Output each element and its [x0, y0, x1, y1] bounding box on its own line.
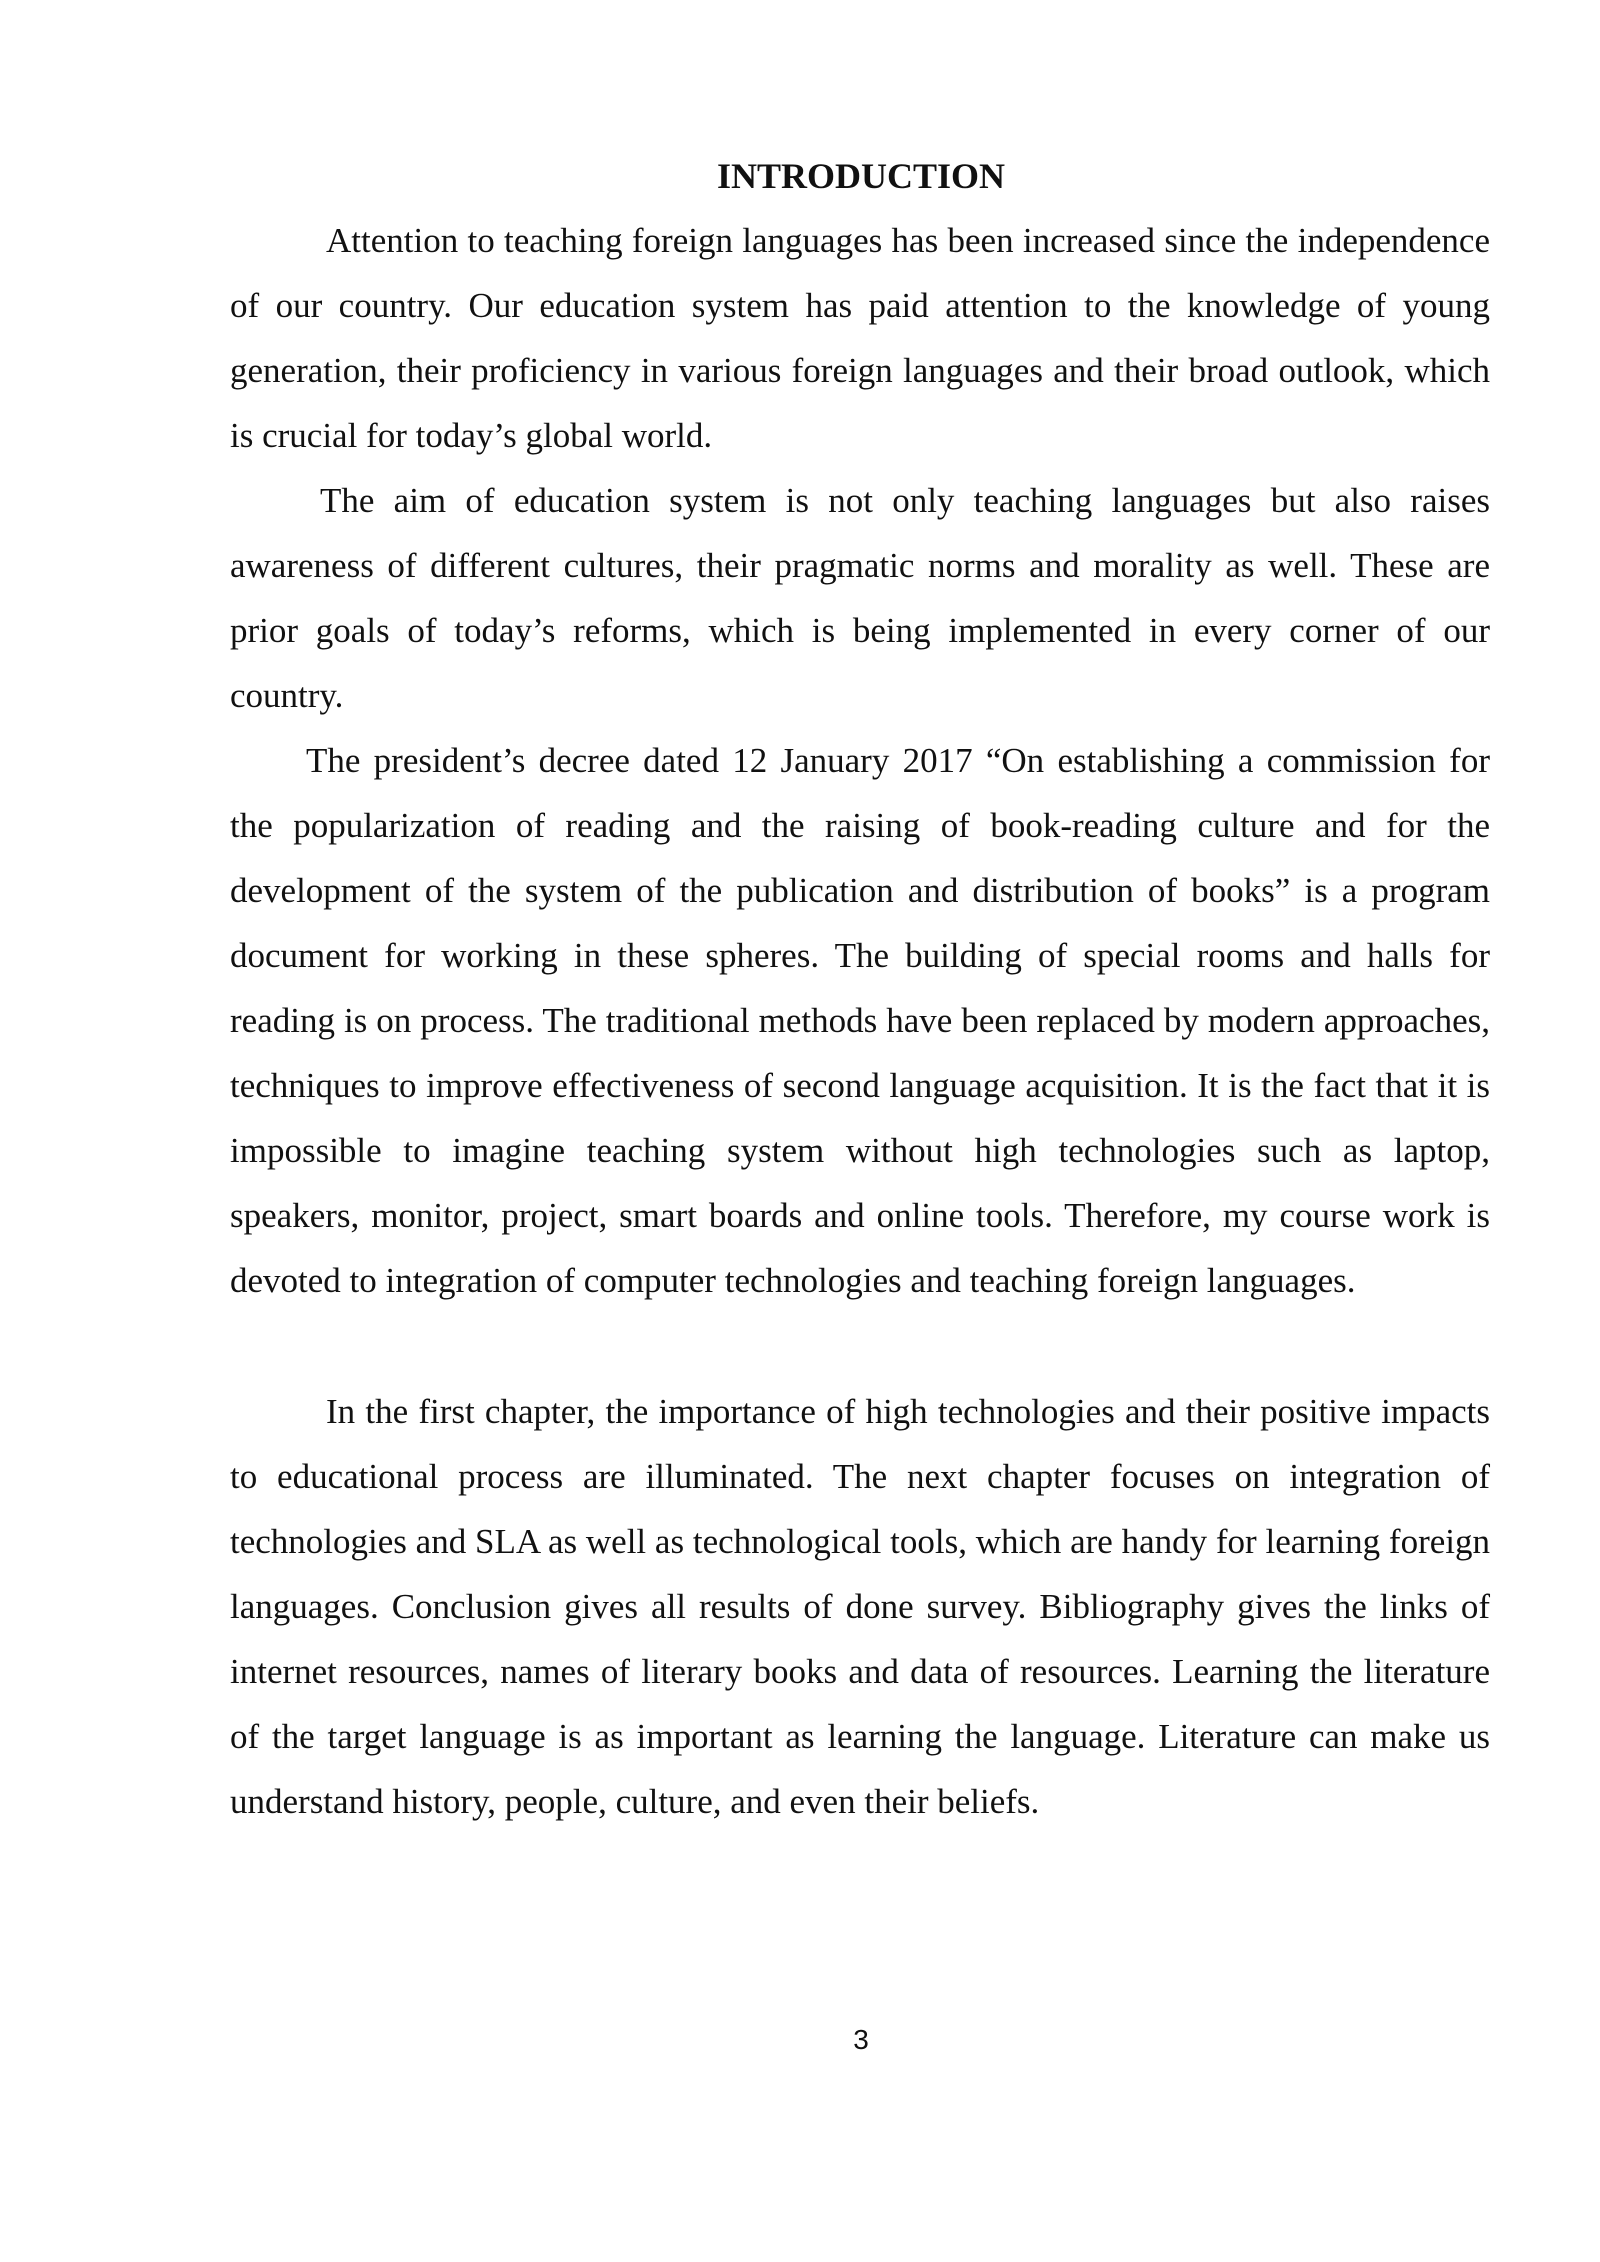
paragraph-4: In the first chapter, the importance of high technologies and their positive impacts to educational process are illuminated. The next chapter focuses on integration of technologies and SLA as well as technological tools, which are handy for learning foreign languages. Conclusion gives all results of done survey. Bibliography gives the links of internet resources, names of literary books and data of resources. Learning the literature of the target language is as important as learning the language. Literature can make us understand history, people, culture, and even their beliefs.	[230, 1392, 1490, 1821]
paragraph-3: The president’s decree dated 12 January 2017 “On establishing a commission for the popularization of reading and the raising of book-reading culture and for the development of the system of the publication and distribution of books” is a program document for working in these spheres. The building of special rooms and halls for reading is on process. The traditional methods have been replaced by modern approaches, techniques to improve effectiveness of second language acquisition. It is the fact that it is impossible to imagine teaching system without high technologies such as laptop, speakers, monitor, project, smart boards and online tools. Therefore, my course work is devoted to integration of computer technologies and teaching foreign languages.	[230, 741, 1490, 1300]
page-number: 3	[853, 2024, 869, 2055]
paragraph-2: The aim of education system is not only teaching languages but also raises awareness of different cultures, their pragmatic norms and morality as well. These are prior goals of today’s reforms, which is being implemented in every corner of our country.	[230, 481, 1490, 715]
page-title: INTRODUCTION	[716, 156, 1006, 196]
paragraph-1: Attention to teaching foreign languages has been increased since the independence of our country. Our education system has paid attention to the knowledge of young generation, their proficiency in various foreign languages and their broad outlook, which is crucial for today’s global world.	[230, 221, 1490, 455]
